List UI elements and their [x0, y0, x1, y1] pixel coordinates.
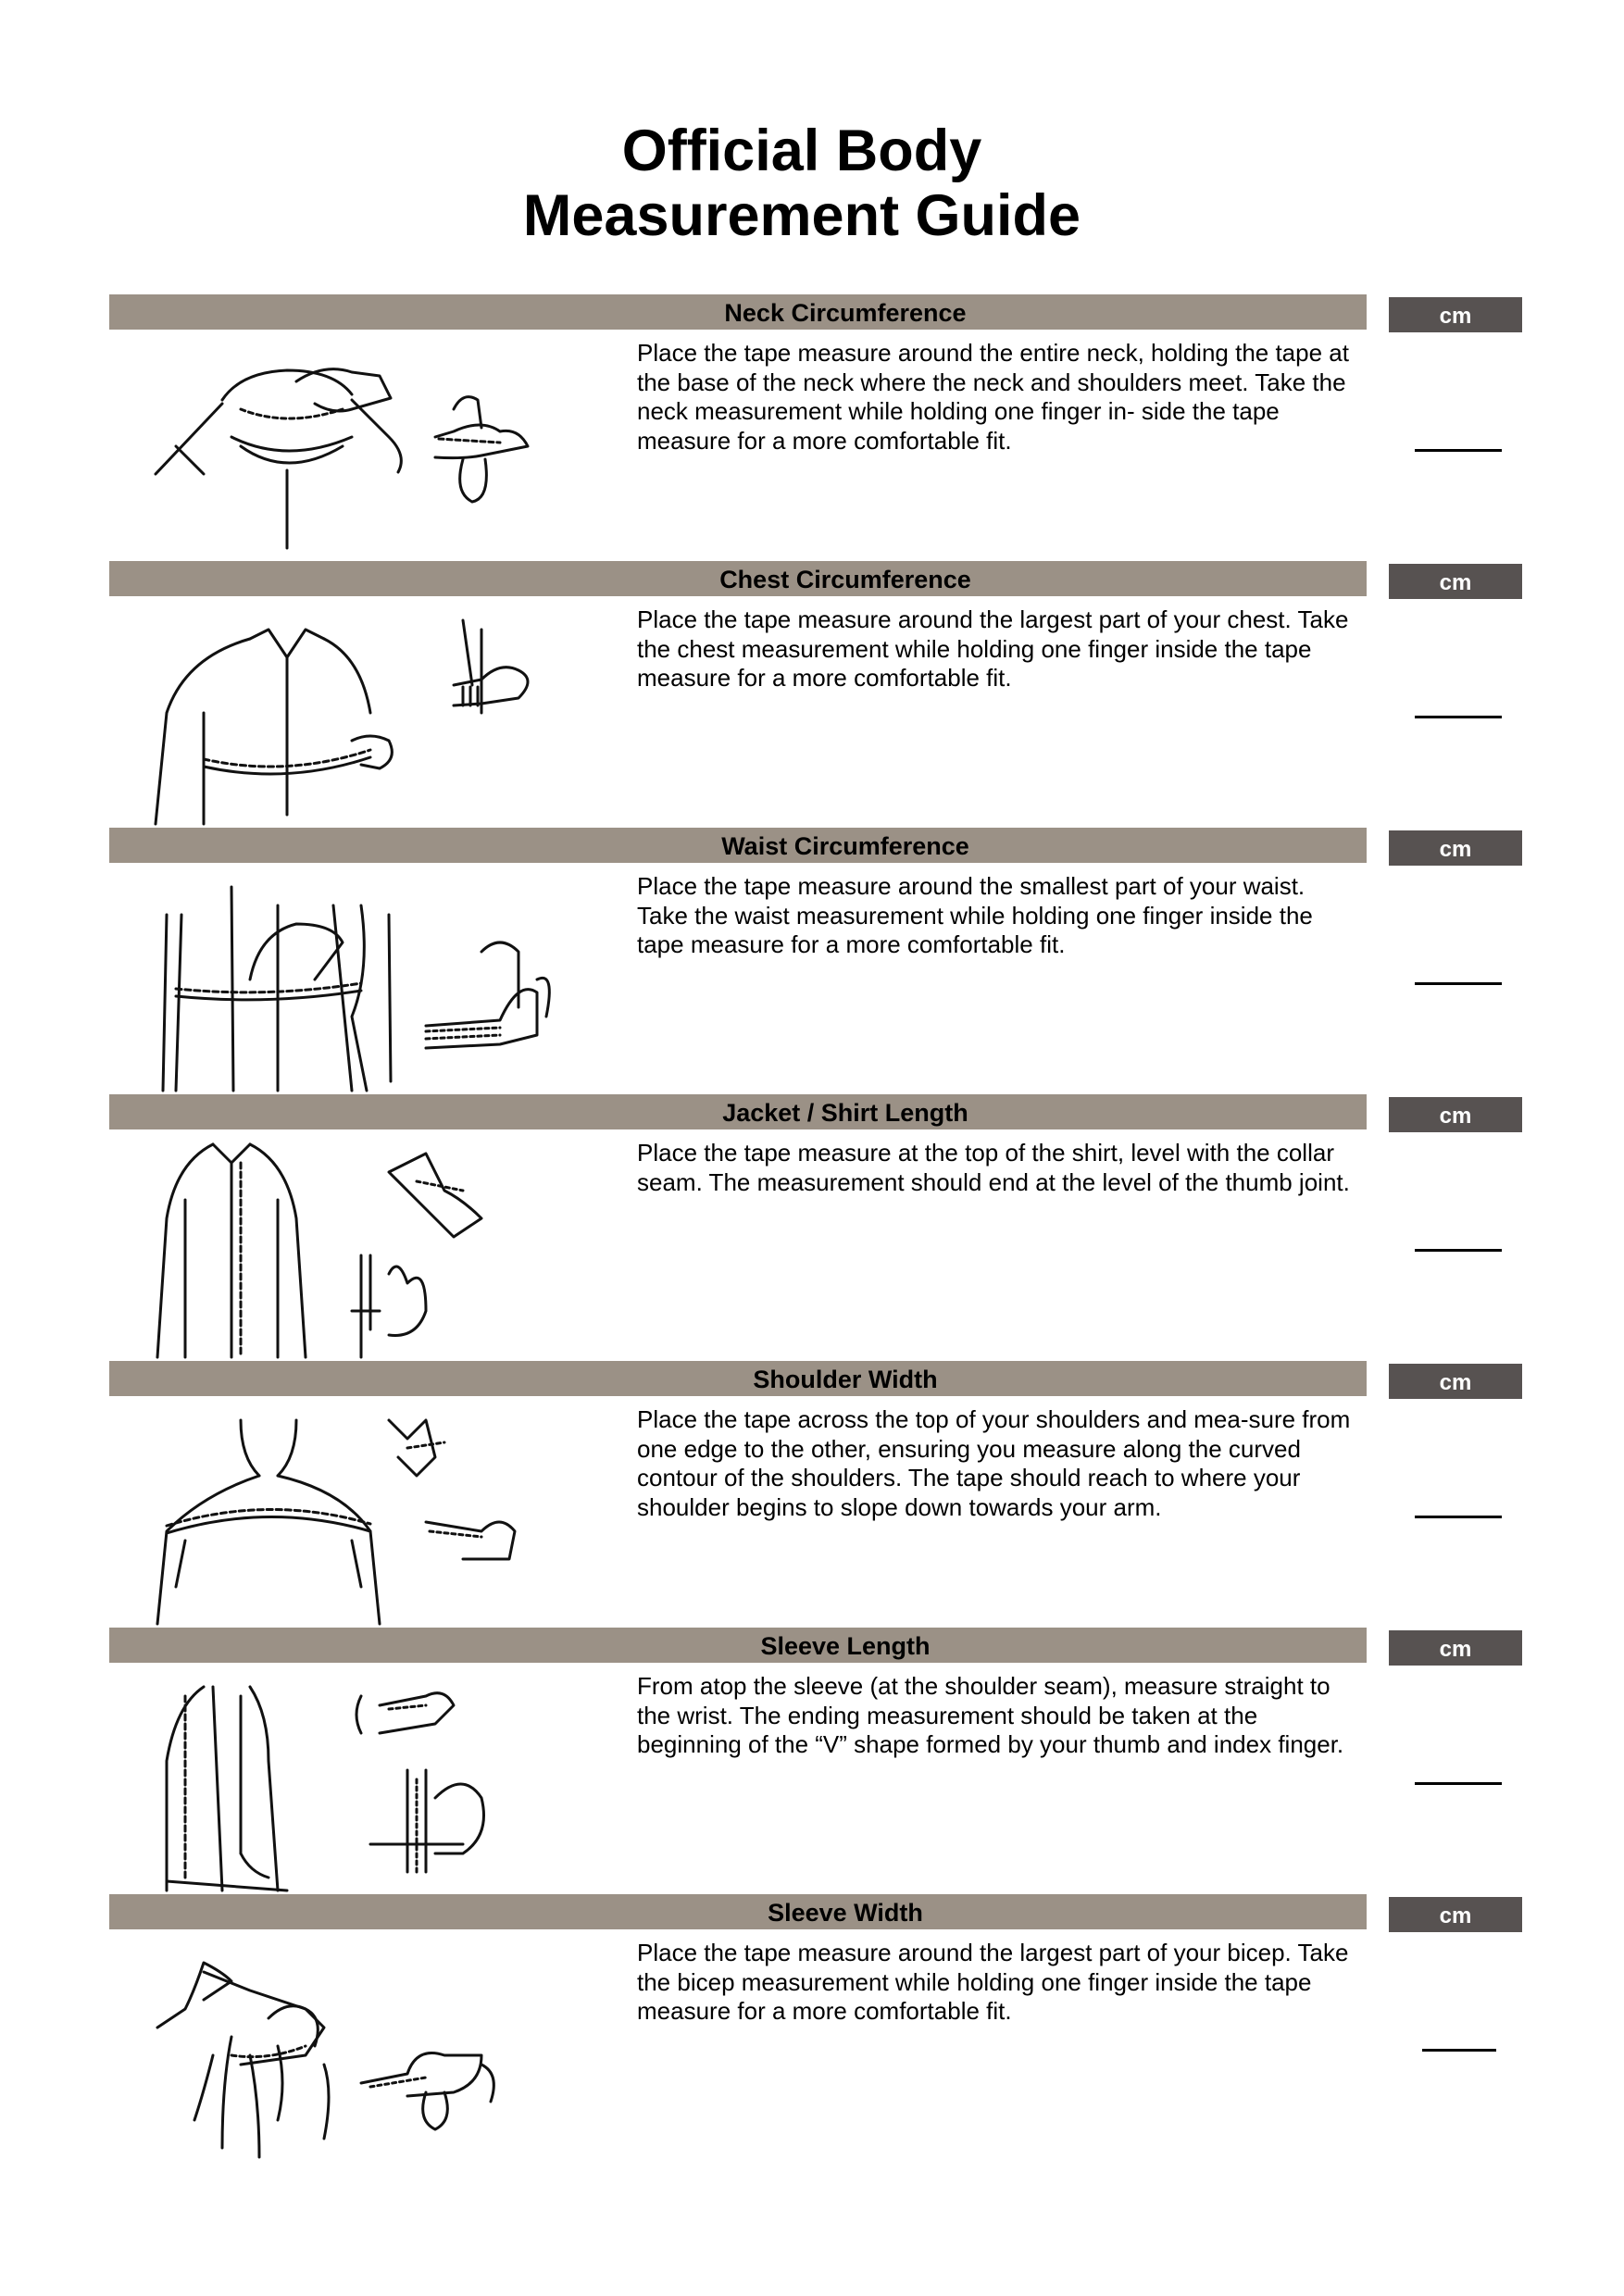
- unit-label: cm: [1389, 1364, 1522, 1399]
- measurement-entry-line[interactable]: [1415, 716, 1502, 718]
- page-title: [0, 119, 1604, 248]
- measurement-entry-line[interactable]: [1415, 1516, 1502, 1518]
- section-description: Place the tape measure around the entire neck, holding the tape at the base of the neck where the neck and shoulders meet. Take the neck measurement while holding one finger in- side the tape measure for a more comfortable fit.: [637, 339, 1349, 455]
- unit-label: cm: [1389, 1897, 1522, 1932]
- chest-measurement-illustration: [148, 602, 574, 828]
- section-header-bar: [109, 561, 1367, 596]
- measurement-section-shirt-length: [0, 1094, 1624, 1361]
- sleeve-length-illustration: [148, 1668, 574, 1894]
- section-header-bar: [109, 828, 1367, 863]
- measurement-entry-line[interactable]: [1415, 982, 1502, 985]
- section-title: Waist Circumference: [721, 832, 969, 860]
- unit-label: cm: [1389, 830, 1522, 866]
- measurement-section-waist: [0, 828, 1624, 1094]
- measurement-section-sleeve-width: [0, 1894, 1624, 2161]
- section-description: From atop the sleeve (at the shoulder seam), measure straight to the wrist. The ending measurement should be taken at the beginning of the “V” shape formed by your thumb and index finger.: [637, 1672, 1344, 1758]
- section-description: Place the tape across the top of your shoulders and mea-sure from one edge to the other, ensuring you measure along the curved contour of the shoulders. The tape should reach to where your shoulder begins to slope down towards your arm.: [637, 1405, 1351, 1521]
- section-description: Place the tape measure around the largest part of your chest. Take the chest measurement while holding one finger inside the tape measure for a more comfortable fit.: [637, 605, 1349, 692]
- measurement-section-sleeve-length: [0, 1628, 1624, 1894]
- measurement-entry-line[interactable]: [1422, 2049, 1496, 2052]
- section-header-bar: [109, 294, 1367, 330]
- section-title: Sleeve Width: [768, 1899, 923, 1927]
- section-description: Place the tape measure around the smallest part of your waist. Take the waist measurement while holding one finger inside the tape measure for a more comfortable fit.: [637, 872, 1313, 958]
- shirt-length-illustration: [148, 1135, 574, 1361]
- section-description: Place the tape measure at the top of the shirt, level with the collar seam. The measurement should end at the level of the thumb joint.: [637, 1139, 1350, 1196]
- section-title: Shoulder Width: [753, 1366, 938, 1393]
- shoulder-width-illustration: [148, 1402, 574, 1628]
- unit-label: cm: [1389, 1630, 1522, 1666]
- section-header-bar: [109, 1628, 1367, 1663]
- measurement-section-shoulder-width: [0, 1361, 1624, 1628]
- page-title-line-1: Official Body: [621, 119, 982, 183]
- measurement-entry-line[interactable]: [1415, 1249, 1502, 1252]
- section-title: Sleeve Length: [760, 1632, 931, 1660]
- measurement-section-chest: [0, 561, 1624, 828]
- unit-label: cm: [1389, 1097, 1522, 1132]
- section-title: Neck Circumference: [724, 299, 967, 327]
- section-title: Jacket / Shirt Length: [722, 1099, 968, 1127]
- unit-label: cm: [1389, 564, 1522, 599]
- measurement-section-neck: [0, 294, 1624, 561]
- neck-measurement-illustration: [148, 335, 574, 561]
- measurement-entry-line[interactable]: [1415, 449, 1502, 452]
- page-title-line-2: Measurement Guide: [522, 183, 1081, 248]
- section-header-bar: [109, 1894, 1367, 1929]
- section-title: Chest Circumference: [719, 566, 971, 593]
- measurement-entry-line[interactable]: [1415, 1782, 1502, 1785]
- unit-label: cm: [1389, 297, 1522, 332]
- section-header-bar: [109, 1361, 1367, 1396]
- section-header-bar: [109, 1094, 1367, 1129]
- waist-measurement-illustration: [148, 868, 574, 1094]
- sleeve-width-illustration: [148, 1935, 574, 2161]
- section-description: Place the tape measure around the largest part of your bicep. Take the bicep measurement while holding one finger inside the tape measure for a more comfortable fit.: [637, 1939, 1349, 2025]
